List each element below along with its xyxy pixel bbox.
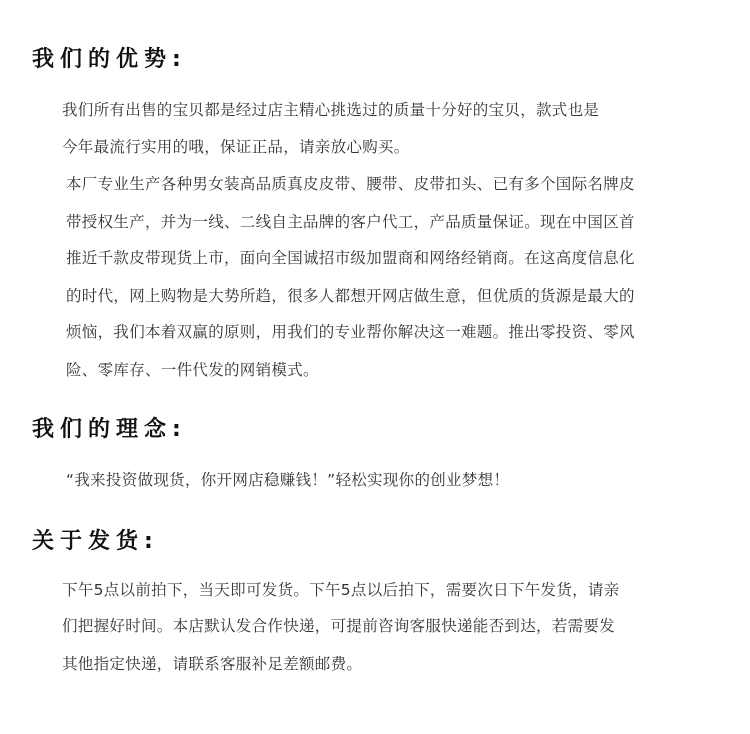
philosophy-paragraph-line: “我来投资做现货，你开网店稳赚钱！”轻松实现你的创业梦想！: [66, 471, 510, 489]
advantages-paragraph-line: 本厂专业生产各种男女装高品质真皮皮带、腰带、皮带扣头、已有多个国际名牌皮: [66, 175, 635, 193]
section-heading-philosophy: 我们的理念:: [32, 417, 187, 442]
advantages-paragraph-line: 今年最流行实用的哦，保证正品，请亲放心购买。: [62, 138, 410, 156]
section-heading-advantages: 我们的优势:: [32, 47, 187, 72]
shipping-paragraph-line: 其他指定快递，请联系客服补足差额邮费。: [62, 655, 363, 673]
advantages-paragraph-line: 我们所有出售的宝贝都是经过店主精心挑选过的质量十分好的宝贝，款式也是: [62, 101, 600, 119]
advantages-paragraph-line: 烦恼，我们本着双赢的原则，用我们的专业帮你解决这一难题。推出零投资、零风: [66, 323, 635, 341]
shipping-paragraph-line: 下午5点以前拍下，当天即可发货。下午5点以后拍下，需要次日下午发货，请亲: [62, 581, 620, 599]
advantages-paragraph-line: 带授权生产，并为一线、二线自主品牌的客户代工，产品质量保证。现在中国区首: [66, 213, 635, 231]
advantages-paragraph-line: 险、零库存、一件代发的网销模式。: [66, 361, 319, 379]
advantages-paragraph-line: 的时代，网上购物是大势所趋，很多人都想开网店做生意，但优质的货源是最大的: [66, 287, 635, 305]
advantages-paragraph-line: 推近千款皮带现货上市，面向全国诚招市级加盟商和网络经销商。在这高度信息化: [66, 249, 635, 267]
section-heading-shipping: 关于发货:: [32, 529, 159, 554]
shipping-paragraph-line: 们把握好时间。本店默认发合作快递，可提前咨询客服快递能否到达，若需要发: [62, 617, 616, 635]
